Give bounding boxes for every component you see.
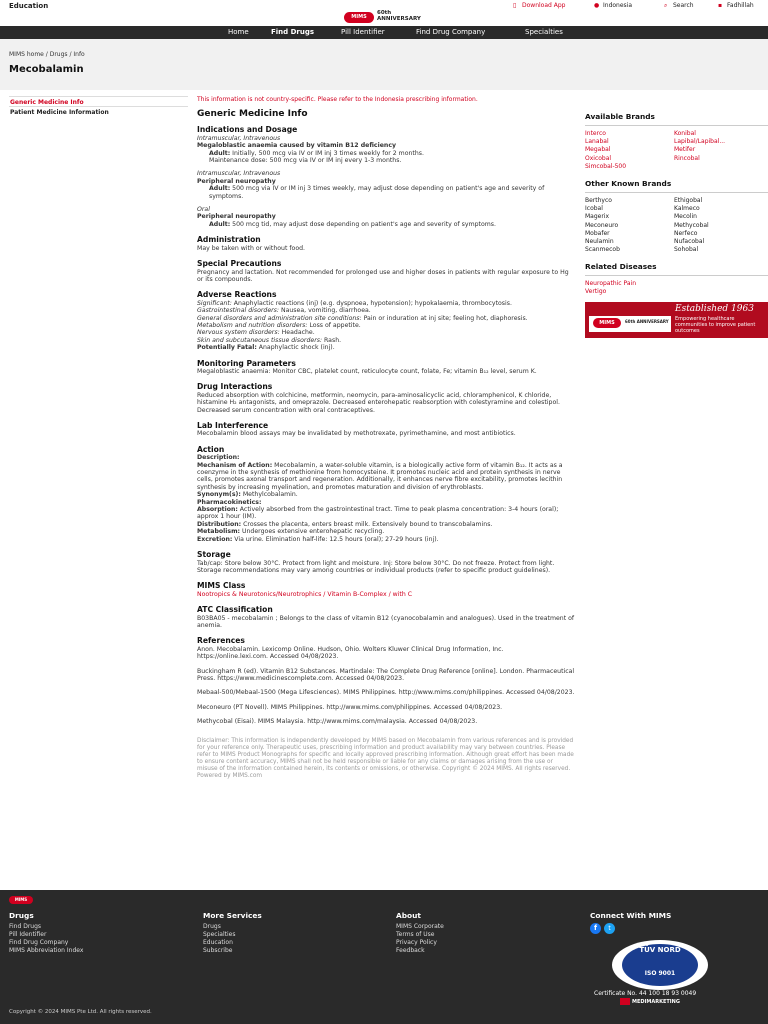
copyright: Copyright © 2024 MIMS Pte Ltd. All rights reserved.: [9, 1009, 152, 1015]
synonyms-text: Synonym(s): Methylcobalamin.: [197, 491, 298, 499]
main-nav: [0, 26, 768, 39]
footer-col-drugs: Drugs Find Drugs Pill Identifier Find Drug Company MIMS Abbreviation Index: [9, 911, 84, 954]
nav-home[interactable]: Home: [228, 28, 249, 36]
user-icon: ▪: [718, 1, 723, 9]
breadcrumb: MIMS home / Drugs / Info: [9, 51, 85, 58]
nav-find-drugs[interactable]: Find Drugs: [271, 28, 315, 36]
search-link[interactable]: ⌕ Search: [664, 1, 694, 9]
storage-heading: Storage: [197, 550, 231, 560]
brand-link[interactable]: Rincobal: [674, 154, 700, 162]
indications-heading: Indications and Dosage: [197, 125, 298, 135]
available-brands-heading: Available Brands: [585, 112, 768, 126]
anniversary-ad-banner[interactable]: [585, 302, 768, 338]
ad-text: Empowering healthcare communities to improve patient outcomes: [675, 316, 756, 335]
indication-block: Intramuscular, Intravenous Peripheral neuropathy Adult: 500 mcg via IV or IM inj 3 times weekly, may adjust dose depending on patient's age and severity of symptoms.: [197, 170, 545, 200]
brand-link[interactable]: Metifer: [674, 146, 696, 154]
breadcrumb-drugs[interactable]: Drugs: [49, 51, 68, 58]
medimarketing-icon: [620, 998, 630, 1005]
certificate-number: Certificate No. 44 100 18 93 0049: [594, 990, 697, 997]
generic-info-heading: Generic Medicine Info: [197, 109, 308, 119]
atc-heading: ATC Classification: [197, 605, 273, 615]
brand-link[interactable]: Simcobal-500: [585, 162, 627, 170]
brand-item: Magerix: [585, 213, 610, 221]
phone-icon: ▯: [513, 1, 517, 9]
related-diseases-heading: Related Diseases: [585, 262, 768, 276]
education-label[interactable]: Education: [9, 2, 49, 10]
indication-block: Intramuscular, Intravenous Megaloblastic anaemia caused by vitamin B12 deficiency Adult: Initially, 500 mcg via IV or IM inj 3 times weekly for 2 months. Maintenance dose: 500 mcg via IV or IM inj every 1-3 months.: [197, 134, 424, 165]
interactions-heading: Drug Interactions: [197, 382, 273, 392]
medimarketing-logo: MEDIMARKETING: [620, 998, 680, 1005]
footer-logo[interactable]: MIMS: [9, 896, 33, 904]
action-description-label: Description:: [197, 454, 240, 462]
tuv-badge: [612, 940, 708, 990]
twitter-icon[interactable]: t: [604, 923, 615, 934]
nav-pill-identifier[interactable]: Pill Identifier: [341, 28, 385, 36]
mims-class-heading: MIMS Class: [197, 581, 246, 591]
indication-block: Oral Peripheral neuropathy Adult: 500 mcg tid, may adjust dose depending on patient's age and severity of symptoms.: [197, 206, 496, 228]
footer-link[interactable]: MIMS Abbreviation Index: [9, 947, 84, 954]
monitoring-heading: Monitoring Parameters: [197, 358, 296, 368]
disease-link[interactable]: Neuropathic Pain: [585, 280, 636, 288]
download-app-link[interactable]: ▯ Download App: [513, 1, 566, 9]
interactions-text: Reduced absorption with colchicine, metformin, neomycin, para-aminosalicyclic acid, chloramphenicol, K chloride, histamine H₂ antagonists, and omeprazole. Decreased enterohepatic reabsorption with colestyramine and colestipol. Decreased serum concentration with oral contraceptives.: [197, 391, 560, 414]
footer-link[interactable]: Pill Identifier: [9, 931, 47, 938]
disease-link[interactable]: Vertigo: [585, 288, 607, 296]
reference-item: Anon. Mecobalamin. Lexicomp Online. Hudson, Ohio. Wolters Kluwer Clinical Drug Information, Inc. https://online.lexi.com. Accessed 04/08/2023.: [197, 645, 504, 661]
storage-text: Tab/cap: Store below 30°C. Protect from light and moisture. Inj: Store below 30°C. Do not freeze. Protect from light. Storage recommendations may vary among countries or individual products (refer to specific product guidelines).: [197, 559, 555, 574]
sidebar-item-generic-info[interactable]: Generic Medicine Info: [9, 96, 188, 107]
related-diseases-list: [585, 280, 768, 296]
disclaimer-text: Disclaimer: This information is independently developed by MIMS based on Mecobalamin from various references and is provided for your reference only. Therapeutic uses, prescribing information and product availability may vary between countries. Please refer to MIMS Product Monographs for specific and locally approved prescribing information. Although great effort has been made to ensure content accuracy, MIMS shall not be held responsible or liable for any claims or damages arising from the use or misuse of the information contained herein, its contents or omissions, or otherwise. Copyright © 2024 MIMS. All rights reserved. Powered by MIMS.com: [197, 737, 574, 779]
pk-label: Pharmacokinetics:: [197, 498, 262, 506]
footer-connect: Connect With MIMS f t: [590, 911, 672, 932]
mims-logo[interactable]: [344, 12, 430, 24]
reference-item: Methycobal (Eisai). MIMS Malaysia. http://www.mims.com/malaysia. Accessed 04/08/2023.: [197, 718, 478, 726]
footer-link[interactable]: Find Drugs: [9, 923, 42, 930]
footer-col-about: About MIMS Corporate Terms of Use Privacy Policy Feedback: [396, 911, 444, 954]
top-bar: [0, 0, 768, 26]
reference-item: Meconeuro (PT Novell). MIMS Philippines. http://www.mims.com/philippines. Accessed 04/08/2023.: [197, 703, 503, 711]
precautions-text: Pregnancy and lactation. Not recommended for prolonged use and higher doses in patients with regular exposure to Hg or its compounds.: [197, 268, 569, 283]
precautions-heading: Special Precautions: [197, 259, 282, 269]
atc-text: B03BA05 - mecobalamin ; Belongs to the class of vitamin B12 (cyanocobalamin and analogues). Used in the treatment of anemia.: [197, 614, 575, 629]
brand-link[interactable]: Lapibal/Lapibal...: [674, 138, 726, 146]
brand-link[interactable]: Megabal: [585, 146, 611, 154]
footer-link[interactable]: Subscribe: [203, 947, 233, 954]
brand-item: Nerfeco: [674, 229, 698, 237]
mechanism-text: Mechanism of Action: Mecobalamin, a water-soluble vitamin, is a biologically active form of vitamin B₁₂. It acts as a coenzyme in the synthesis of methionine from homocysteine. It promotes nucleic acid and protein synthesis in nerve cells, promotes axonal transport and regeneration. Additionally, it enhances nerve fibre excitability, promotes lecithin synthesis by increasing myelination, and promotes maturation and division of erythroblasts.: [197, 461, 563, 491]
brand-item: Ethigobal: [674, 197, 703, 205]
country-link[interactable]: ● Indonesia: [594, 1, 633, 9]
brand-item: Nufacobal: [674, 238, 705, 246]
brand-link[interactable]: Oxicobal: [585, 154, 612, 162]
right-column: [585, 112, 768, 338]
brand-item: Berthyco: [585, 197, 612, 205]
brand-link[interactable]: Lanabal: [585, 138, 609, 146]
footer: [0, 890, 768, 1024]
brand-link[interactable]: Interco: [585, 130, 606, 137]
available-brands-list: [585, 130, 768, 170]
action-heading: Action: [197, 444, 225, 454]
administration-heading: Administration: [197, 235, 261, 245]
brand-item: Mecolin: [674, 213, 697, 221]
breadcrumb-home[interactable]: MIMS home: [9, 51, 44, 58]
ad-title: Established 1963: [675, 304, 754, 315]
iso-label: ISO 9001: [644, 970, 676, 977]
country-notice: This information is not country-specific. Please refer to the Indonesia prescribing information.: [197, 96, 478, 103]
header-band: [0, 39, 768, 90]
breadcrumb-info: Info: [73, 51, 85, 58]
footer-link[interactable]: Privacy Policy: [396, 939, 437, 946]
nav-find-drug-company[interactable]: Find Drug Company: [416, 28, 486, 36]
lab-text: Mecobalamin blood assays may be invalidated by methotrexate, pyrimethamine, and most antibiotics.: [197, 430, 516, 438]
mims-logo-oval: MIMS: [344, 12, 374, 23]
brand-item: Mobafer: [585, 229, 610, 237]
reference-item: Buckingham R (ed). Vitamin B12 Substances. Martindale: The Complete Drug Reference [online]. London. Pharmaceutical Press. https://www.medicinescomplete.com. Accessed 04/08/2023.: [197, 667, 575, 682]
page-title: Mecobalamin: [9, 64, 84, 75]
other-brands-list: [585, 197, 768, 253]
brand-link[interactable]: Konibal: [674, 130, 696, 137]
brand-item: Methycobal: [674, 221, 709, 229]
footer-col-services: More Services Drugs Specialties Education Subscribe: [203, 911, 262, 954]
brand-item: Scanmecob: [585, 246, 620, 254]
brand-item: Kalmeco: [674, 205, 700, 213]
brand-item: Icobal: [585, 205, 603, 213]
footer-link[interactable]: Education: [203, 939, 233, 946]
sidebar-item-patient-info[interactable]: Patient Medicine Information: [10, 109, 109, 116]
sidebar: [9, 96, 188, 118]
adverse-heading: Adverse Reactions: [197, 290, 277, 300]
adverse-list: Significant: Anaphylactic reactions (inj) (e.g. dyspnoea, hypotension); hypokalaemia, thrombocytosis. Gastrointestinal disorders: Nausea, vomiting, diarrhoea. General disorders and administration site conditions: Pain or induration at inj site; feeling hot, diaphoresis. Metabolism and nutrition disorders: Loss of appetite. Nervous system disorders: Headache. Skin and subcutaneous tissue disorders: Rash. Potentially Fatal: Anaphylactic shock (inj).: [197, 299, 528, 352]
facebook-icon[interactable]: f: [590, 923, 601, 934]
pk-list: Absorption: Actively absorbed from the gastrointestinal tract. Time to peak plasma concentration: 3-4 hours (oral); approx 1 hour (IM). Distribution: Crosses the placenta, enters breast milk. Extensively bound to transcobalamins. Metabolism: Undergoes extensive enterohepatic recycling. Excretion: Via urine. Elimination half-life: 12.5 hours (oral); 27-29 hours (inj).: [197, 506, 559, 543]
ad-anniversary: 60th ANNIVERSARY: [625, 319, 669, 325]
nav-specialties[interactable]: Specialties: [525, 28, 563, 36]
monitoring-text: Megaloblastic anaemia: Monitor CBC, platelet count, reticulocyte count, folate, Fe; vitamin B₁₂ level, serum K.: [197, 367, 537, 375]
location-pin-icon: ●: [594, 1, 600, 9]
footer-link[interactable]: Terms of Use: [396, 931, 435, 938]
footer-link[interactable]: Drugs: [203, 923, 221, 930]
lab-heading: Lab Interference: [197, 421, 269, 430]
user-link[interactable]: ▪ Fadhillah: [718, 1, 754, 9]
tuv-label: TÜV NORD: [639, 946, 681, 954]
ad-logo: MIMS: [593, 318, 621, 328]
other-brands-heading: Other Known Brands: [585, 179, 768, 193]
administration-text: May be taken with or without food.: [197, 244, 305, 252]
reference-item: Mebaal-500/Mebaal-1500 (Mega Lifesciences). MIMS Philippines. http://www.mims.com/philippines. Accessed 04/08/2023.: [197, 689, 575, 697]
footer-link[interactable]: Find Drug Company: [9, 939, 69, 946]
mims-class-link[interactable]: Nootropics & Neurotonics/Neurotrophics / Vitamin B-Complex / with C: [197, 590, 413, 598]
footer-link[interactable]: MIMS Corporate: [396, 923, 444, 930]
footer-link[interactable]: Feedback: [396, 947, 425, 954]
anniversary-label: 60th ANNIVERSARY: [377, 10, 421, 22]
search-icon: ⌕: [664, 1, 668, 9]
footer-link[interactable]: Specialties: [203, 931, 236, 938]
brand-item: Sohobal: [674, 246, 699, 254]
main-content: [197, 96, 575, 780]
brand-item: Meconeuro: [585, 221, 619, 229]
brand-item: Neulamin: [585, 238, 614, 246]
references-heading: References: [197, 636, 245, 646]
